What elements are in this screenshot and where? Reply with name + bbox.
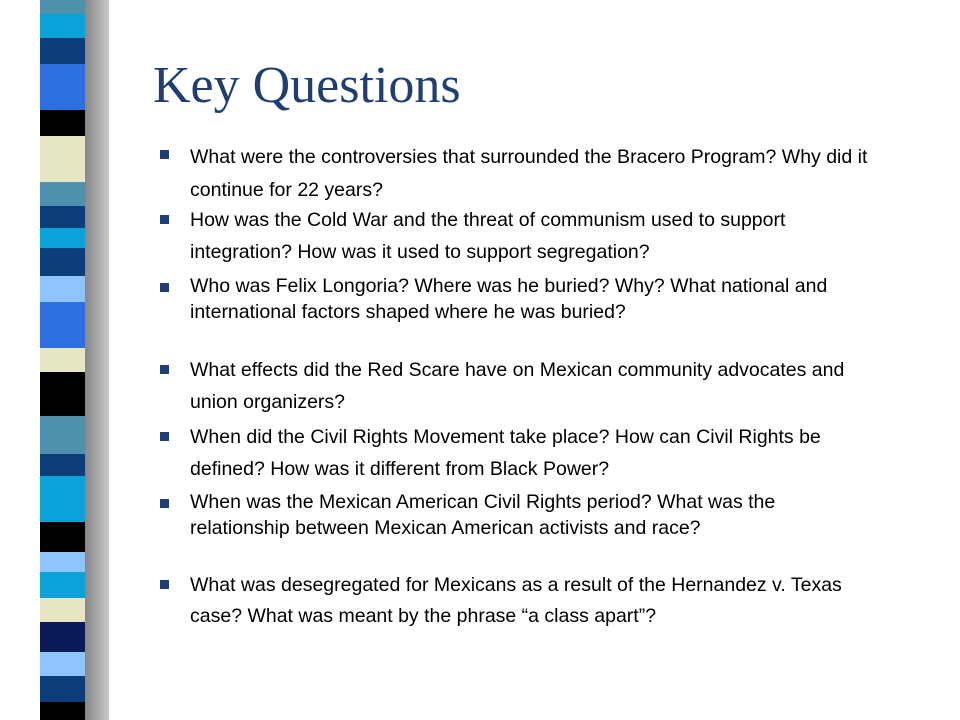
- question-text: What was desegregated for Mexicans as a result of the Hernandez v. Texas case? What was meant by the phrase “a class apart”?: [190, 574, 842, 627]
- decorative-stripe: [40, 522, 85, 552]
- decorative-stripe: [40, 182, 85, 206]
- decorative-stripe: [40, 622, 85, 652]
- decorative-stripe: [40, 110, 85, 136]
- decorative-stripe: [40, 248, 85, 276]
- decorative-stripe: [40, 598, 85, 622]
- question-text: How was the Cold War and the threat of communism used to support integration? How was it used to support segregation?: [190, 209, 786, 263]
- decorative-stripe: [40, 652, 85, 676]
- decorative-stripe: [40, 572, 85, 598]
- decorative-stripe: [40, 14, 85, 38]
- decorative-stripe: [40, 136, 85, 182]
- square-bullet-icon: [160, 499, 169, 508]
- decorative-stripe-bar: [40, 0, 85, 720]
- question-text: When was the Mexican American Civil Rights period? What was the relationship between Mexican American activists and race?: [190, 491, 776, 539]
- decorative-stripe: [40, 552, 85, 572]
- decorative-stripe: [40, 372, 85, 416]
- square-bullet-icon: [160, 365, 169, 374]
- decorative-stripe: [40, 302, 85, 348]
- decorative-stripe: [40, 476, 85, 522]
- decorative-stripe: [40, 38, 85, 64]
- decorative-stripe: [40, 348, 85, 372]
- square-bullet-icon: [160, 432, 169, 441]
- decorative-stripe: [40, 454, 85, 476]
- square-bullet-icon: [160, 215, 169, 224]
- decorative-stripe-shadow: [82, 0, 109, 720]
- question-text: What were the controversies that surrounded the Bracero Program? Why did it continue for 22 years?: [190, 146, 868, 201]
- decorative-stripe: [40, 228, 85, 248]
- decorative-stripe: [40, 702, 85, 720]
- square-bullet-icon: [160, 283, 169, 292]
- question-text: Who was Felix Longoria? Where was he buried? Why? What national and international factors shaped where he was buried?: [190, 275, 828, 323]
- decorative-stripe: [40, 206, 85, 228]
- slide-title: Key Questions: [153, 57, 461, 114]
- square-bullet-icon: [160, 580, 169, 589]
- decorative-stripe: [40, 64, 85, 110]
- decorative-stripe: [40, 0, 85, 14]
- question-text: When did the Civil Rights Movement take place? How can Civil Rights be defined? How was it different from Black Power?: [190, 426, 821, 480]
- decorative-stripe: [40, 416, 85, 454]
- square-bullet-icon: [160, 150, 169, 159]
- decorative-stripe: [40, 676, 85, 702]
- decorative-stripe: [40, 276, 85, 302]
- question-text: What effects did the Red Scare have on Mexican community advocates and union organizers?: [190, 359, 845, 413]
